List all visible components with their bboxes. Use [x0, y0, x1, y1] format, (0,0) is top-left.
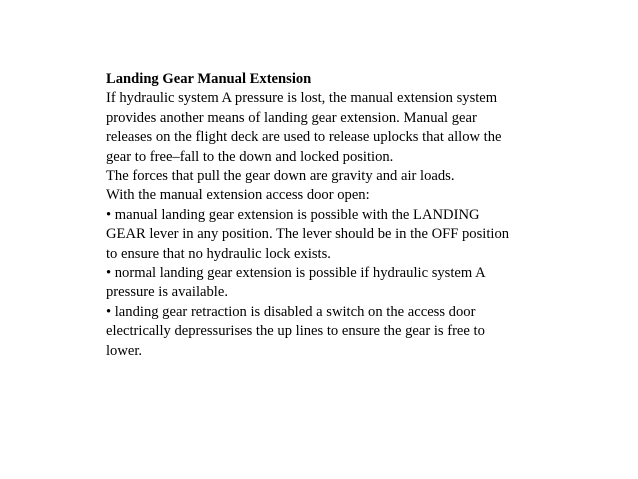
text-line: releases on the flight deck are used to release uplocks that allow the [106, 129, 502, 146]
text-line: provides another means of landing gear extension. Manual gear [106, 109, 477, 126]
text-line: pressure is available. [106, 284, 228, 301]
text-line: The forces that pull the gear down are gravity and air loads. [106, 168, 455, 185]
body-text-block [106, 70, 556, 361]
text-line: electrically depressurises the up lines to ensure the gear is free to [106, 323, 485, 340]
bullet-line: • landing gear retraction is disabled a switch on the access door [106, 303, 476, 320]
text-line: lower. [106, 342, 143, 359]
text-line: gear to free–fall to the down and locked position. [106, 148, 394, 165]
text-line: If hydraulic system A pressure is lost, the manual extension system [106, 90, 498, 107]
text-line: GEAR lever in any position. The lever should be in the OFF position [106, 226, 510, 243]
text-line: to ensure that no hydraulic lock exists. [106, 245, 331, 262]
bullet-line: • manual landing gear extension is possible with the LANDING [106, 206, 480, 223]
bullet-line: • normal landing gear extension is possible if hydraulic system A [106, 265, 486, 282]
text-line: With the manual extension access door open: [106, 187, 370, 204]
section-title: Landing Gear Manual Extension [106, 71, 312, 87]
